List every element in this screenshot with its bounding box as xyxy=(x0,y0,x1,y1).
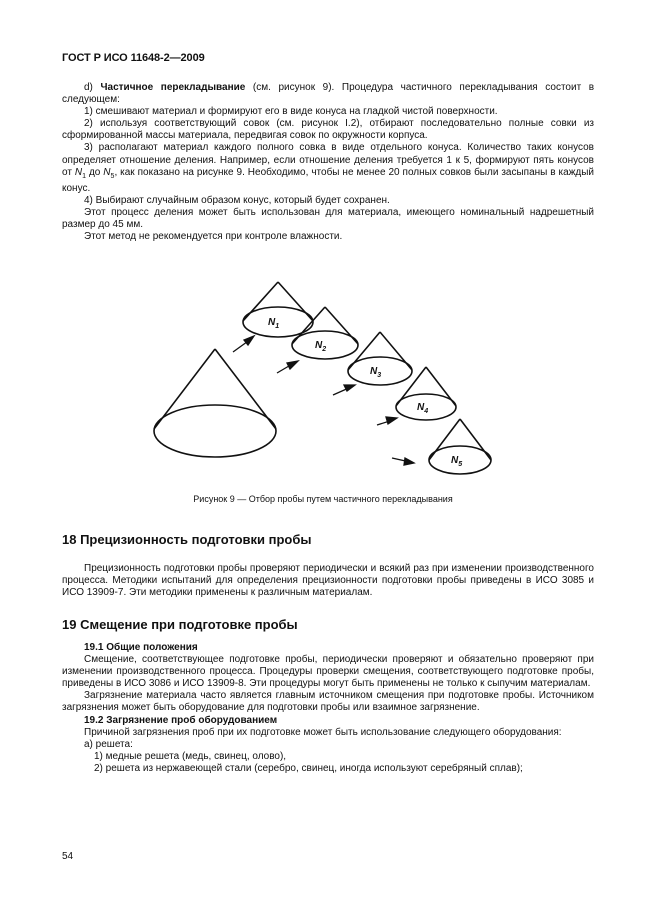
label-n3: $N_3$ xyxy=(370,366,382,379)
step-3-n5: N xyxy=(103,166,111,178)
big-cone-base xyxy=(154,405,276,457)
list-a: а) решета: xyxy=(84,738,133,750)
section-19-title: 19 Смещение при подготовке пробы xyxy=(62,617,298,632)
lead-bold-term: Частичное перекладывание xyxy=(100,82,246,93)
section-19-2-title: 19.2 Загрязнение проб оборудованием xyxy=(84,714,278,726)
step-3-sub1: 1 xyxy=(82,172,87,180)
section-d-lead xyxy=(62,82,594,106)
section-19-1-para1: Смещение, соответствующее подготовке пробы, периодически проверяют и обязательно проверяют при изменении производственного процесса. Процедуры проверки смещения, соответствующего подготовке пробы, приведены в ИСО 3086 и ИСО 13909-8. Эти процедуры могут быть применены не только к сыпучим материалам. xyxy=(62,654,594,690)
label-n2: $N_2$ xyxy=(315,340,327,353)
section-19-1-title: 19.1 Общие положения xyxy=(84,642,198,653)
note-2: Этот метод не рекомендуется при контроле влажности. xyxy=(84,231,343,243)
step-3-part-a: 3) располагают материал каждого полного совка в виде отдельного конуса. Количество таких конусов определяет отношение деления. Например, если отношение деления требуется 1 к 5, формируют пять конусов от xyxy=(62,142,594,178)
cone-n2-base xyxy=(292,331,358,359)
lead-prefix: d) xyxy=(84,82,93,93)
section-19-2-para: Причиной загрязнения проб при их подготовке может быть использование следующего оборудования: xyxy=(84,726,562,738)
step-3-n1: N xyxy=(74,166,83,178)
step-3-mid: до xyxy=(86,166,104,178)
section-18-title: 18 Прецизионность подготовки пробы xyxy=(62,532,312,547)
note-1: Этот процесс деления может быть использован для материала, имеющего номинальный надрешетный размер до 45 мм. xyxy=(62,206,594,231)
document-header: ГОСТ Р ИСО 11648-2—2009 xyxy=(62,52,205,64)
step-3 xyxy=(62,142,594,194)
step-2: 2) используя соответствующий совок (см. рисунок I.2), отбирают последовательно полные совки из сформированной массы материала, передвигая совок по окружности корпуса. xyxy=(62,118,594,142)
lead-rest: (см. рисунок 9). Процедура частичного перекладывания состоит в следующем: xyxy=(62,82,595,106)
section-19 xyxy=(62,617,594,775)
cone-n3-base xyxy=(348,357,412,385)
list-1: 1) медные решета (медь, свинец, олово), xyxy=(94,750,287,762)
step-1: 1) смешивают материал и формируют его в виде конуса на гладкой чистой поверхности. xyxy=(84,106,498,118)
section-18 xyxy=(62,532,594,599)
figure-caption: Рисунок 9 — Отбор пробы путем частичного перекладывания xyxy=(193,494,453,504)
page-number: 54 xyxy=(62,851,74,862)
section-d-text xyxy=(62,82,594,243)
section-19-1-para2: Загрязнение материала часто является главным источником смещения при подготовке пробы. Источником загрязнения может быть оборудование для подготовки пробы или взаимное загрязнение. xyxy=(62,690,594,714)
label-n4: $N_4$ xyxy=(417,402,429,415)
figure-9-diagram xyxy=(140,277,520,482)
list-2: 2) решета из нержавеющей стали (серебро, свинец, иногда используют серебряный сплав); xyxy=(94,762,523,774)
step-3-part-b: , как показано на рисунке 9. Необходимо, чтобы не менее 20 полных совков были засыпаны в каждый конус. xyxy=(62,166,595,194)
label-n5: $N_5$ xyxy=(451,455,463,468)
cone-n5-base xyxy=(429,446,491,474)
section-18-para: Прецизионность подготовки пробы проверяют периодически и всякий раз при изменении производственного процесса. Методики испытаний для определения прецизионности подготовки пробы приведены в ИСО 3085 и ИСО 13909-7. Эти методики применены к различным материалам. xyxy=(62,563,594,599)
cone-n4-base xyxy=(396,394,456,420)
label-n1: $N_1$ xyxy=(268,317,280,330)
step-4: 4) Выбирают случайным образом конус, который будет сохранен. xyxy=(84,194,390,206)
step-3-sub5: 5 xyxy=(110,172,115,180)
